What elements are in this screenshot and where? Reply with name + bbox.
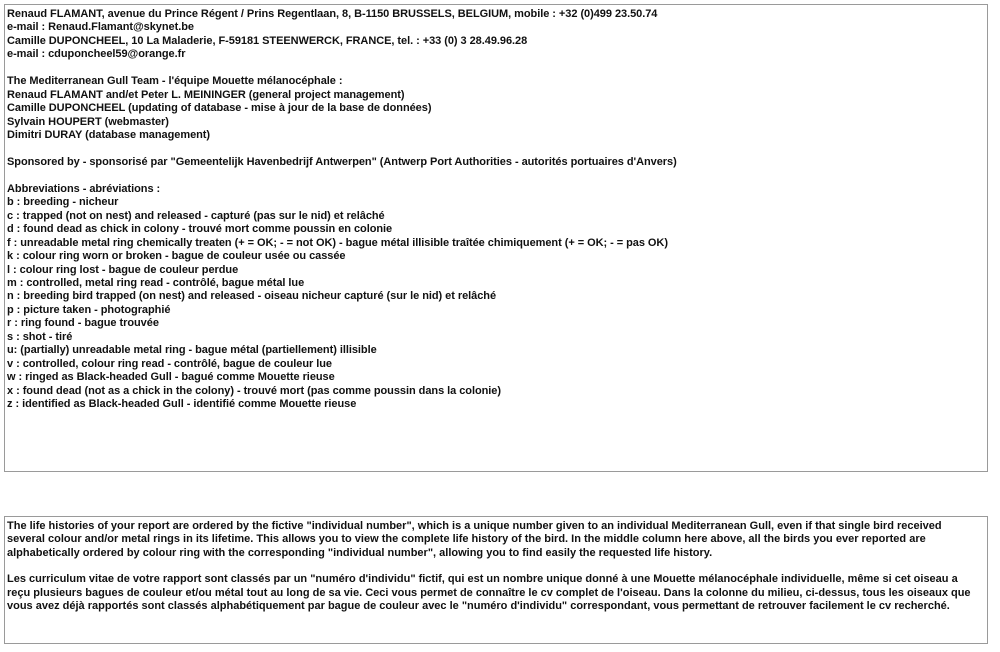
team-member: Dimitri DURAY (database management)	[7, 129, 211, 142]
notes-english: The life histories of your report are ordered by the fictive "individual number", which is a unique number given to an individual Mediterranean Gull, even if that single bird received several colour and/or metal rings in its lifetime. This allows you to view the complete life history of the bird. In the middle column here above, all the birds you ever reported are alphabetically ordered by colour ring with the corresponding "individual number", allowing you to find easily the requested life history.	[7, 520, 942, 559]
notes-panel	[4, 516, 988, 644]
team-heading: The Mediterranean Gull Team - l'équipe Mouette mélanocéphale :	[7, 75, 343, 88]
spacer	[7, 143, 987, 156]
abbreviation-item: b : breeding - nicheur	[7, 196, 119, 209]
abbreviation-item: p : picture taken - photographié	[7, 303, 171, 316]
abbreviation-item: w : ringed as Black-headed Gull - bagué comme Mouette rieuse	[7, 371, 335, 384]
abbreviation-item: z : identified as Black-headed Gull - identifié comme Mouette rieuse	[7, 398, 357, 411]
sponsor-line: Sponsored by - sponsorisé par "Gemeentelijk Havenbedrijf Antwerpen" (Antwerp Port Authorities - autorités portuaires d'Anvers)	[7, 155, 677, 168]
abbreviation-item: u: (partially) unreadable metal ring - bague métal (partiellement) illisible	[7, 344, 377, 357]
contact-address-duponcheel: Camille DUPONCHEEL, 10 La Maladerie, F-59181 STEENWERCK, FRANCE, tel. : +33 (0) 3 28.49.96.28	[7, 34, 528, 47]
abbreviations-heading: Abbreviations - abréviations :	[7, 182, 161, 195]
abbreviation-item: d : found dead as chick in colony - trouvé mort comme poussin en colonie	[7, 223, 393, 236]
abbreviation-item: s : shot - tiré	[7, 330, 73, 343]
abbreviation-item: v : controlled, colour ring read - contrôlé, bague de couleur lue	[7, 357, 332, 370]
abbreviation-item: x : found dead (not as a chick in the colony) - trouvé mort (pas comme poussin dans la colonie)	[7, 384, 501, 397]
team-member: Sylvain HOUPERT (webmaster)	[7, 115, 169, 128]
team-member: Camille DUPONCHEEL (updating of database - mise à jour de la base de données)	[7, 102, 432, 115]
abbreviation-item: r : ring found - bague trouvée	[7, 317, 159, 330]
contact-info-panel	[4, 4, 988, 472]
abbreviation-item: l : colour ring lost - bague de couleur perdue	[7, 263, 239, 276]
spacer	[7, 169, 987, 182]
notes-french: Les curriculum vitae de votre rapport sont classés par un "numéro d'individu" fictif, qui est un nombre unique donné à une Mouette mélanocéphale individuelle, même si cet oiseau a reçu plusieurs bagues de couleur et/ou métal tout au long de sa vie. Ceci vous permet de connaître le cv complet de l'oiseau. Dans la colonne du milieu, ci-dessus, tous les oiseaux que vous avez déjà rapportés sont classés alphabétiquement par bague de couleur avec le "numéro d'individu" correspondant, vous permettant de retrouver facilement le cv recherché.	[7, 573, 971, 613]
spacer	[7, 62, 987, 75]
contact-email-duponcheel: e-mail : cduponcheel59@orange.fr	[7, 48, 186, 61]
contact-address-flamant: Renaud FLAMANT, avenue du Prince Régent / Prins Regentlaan, 8, B-1150 BRUSSELS, BELGIUM, mobile : +32 (0)499 23.50.74	[7, 8, 658, 20]
abbreviation-item: m : controlled, metal ring read - contrôlé, bague métal lue	[7, 277, 305, 290]
abbreviation-item: k : colour ring worn or broken - bague de couleur usée ou cassée	[7, 250, 346, 263]
team-member: Renaud FLAMANT and/et Peter L. MEININGER (general project management)	[7, 88, 405, 101]
abbreviation-item: n : breeding bird trapped (on nest) and released - oiseau nicheur capturé (sur le nid) et relâché	[7, 290, 497, 303]
abbreviation-item: c : trapped (not on nest) and released - capturé (pas sur le nid) et relâché	[7, 209, 385, 222]
abbreviation-item: f : unreadable metal ring chemically treaten (+ = OK; - = not OK) - bague métal illisible traîtée chimiquement (+ = OK; - = pas OK)	[7, 236, 668, 249]
contact-email-flamant: e-mail : Renaud.Flamant@skynet.be	[7, 21, 194, 34]
